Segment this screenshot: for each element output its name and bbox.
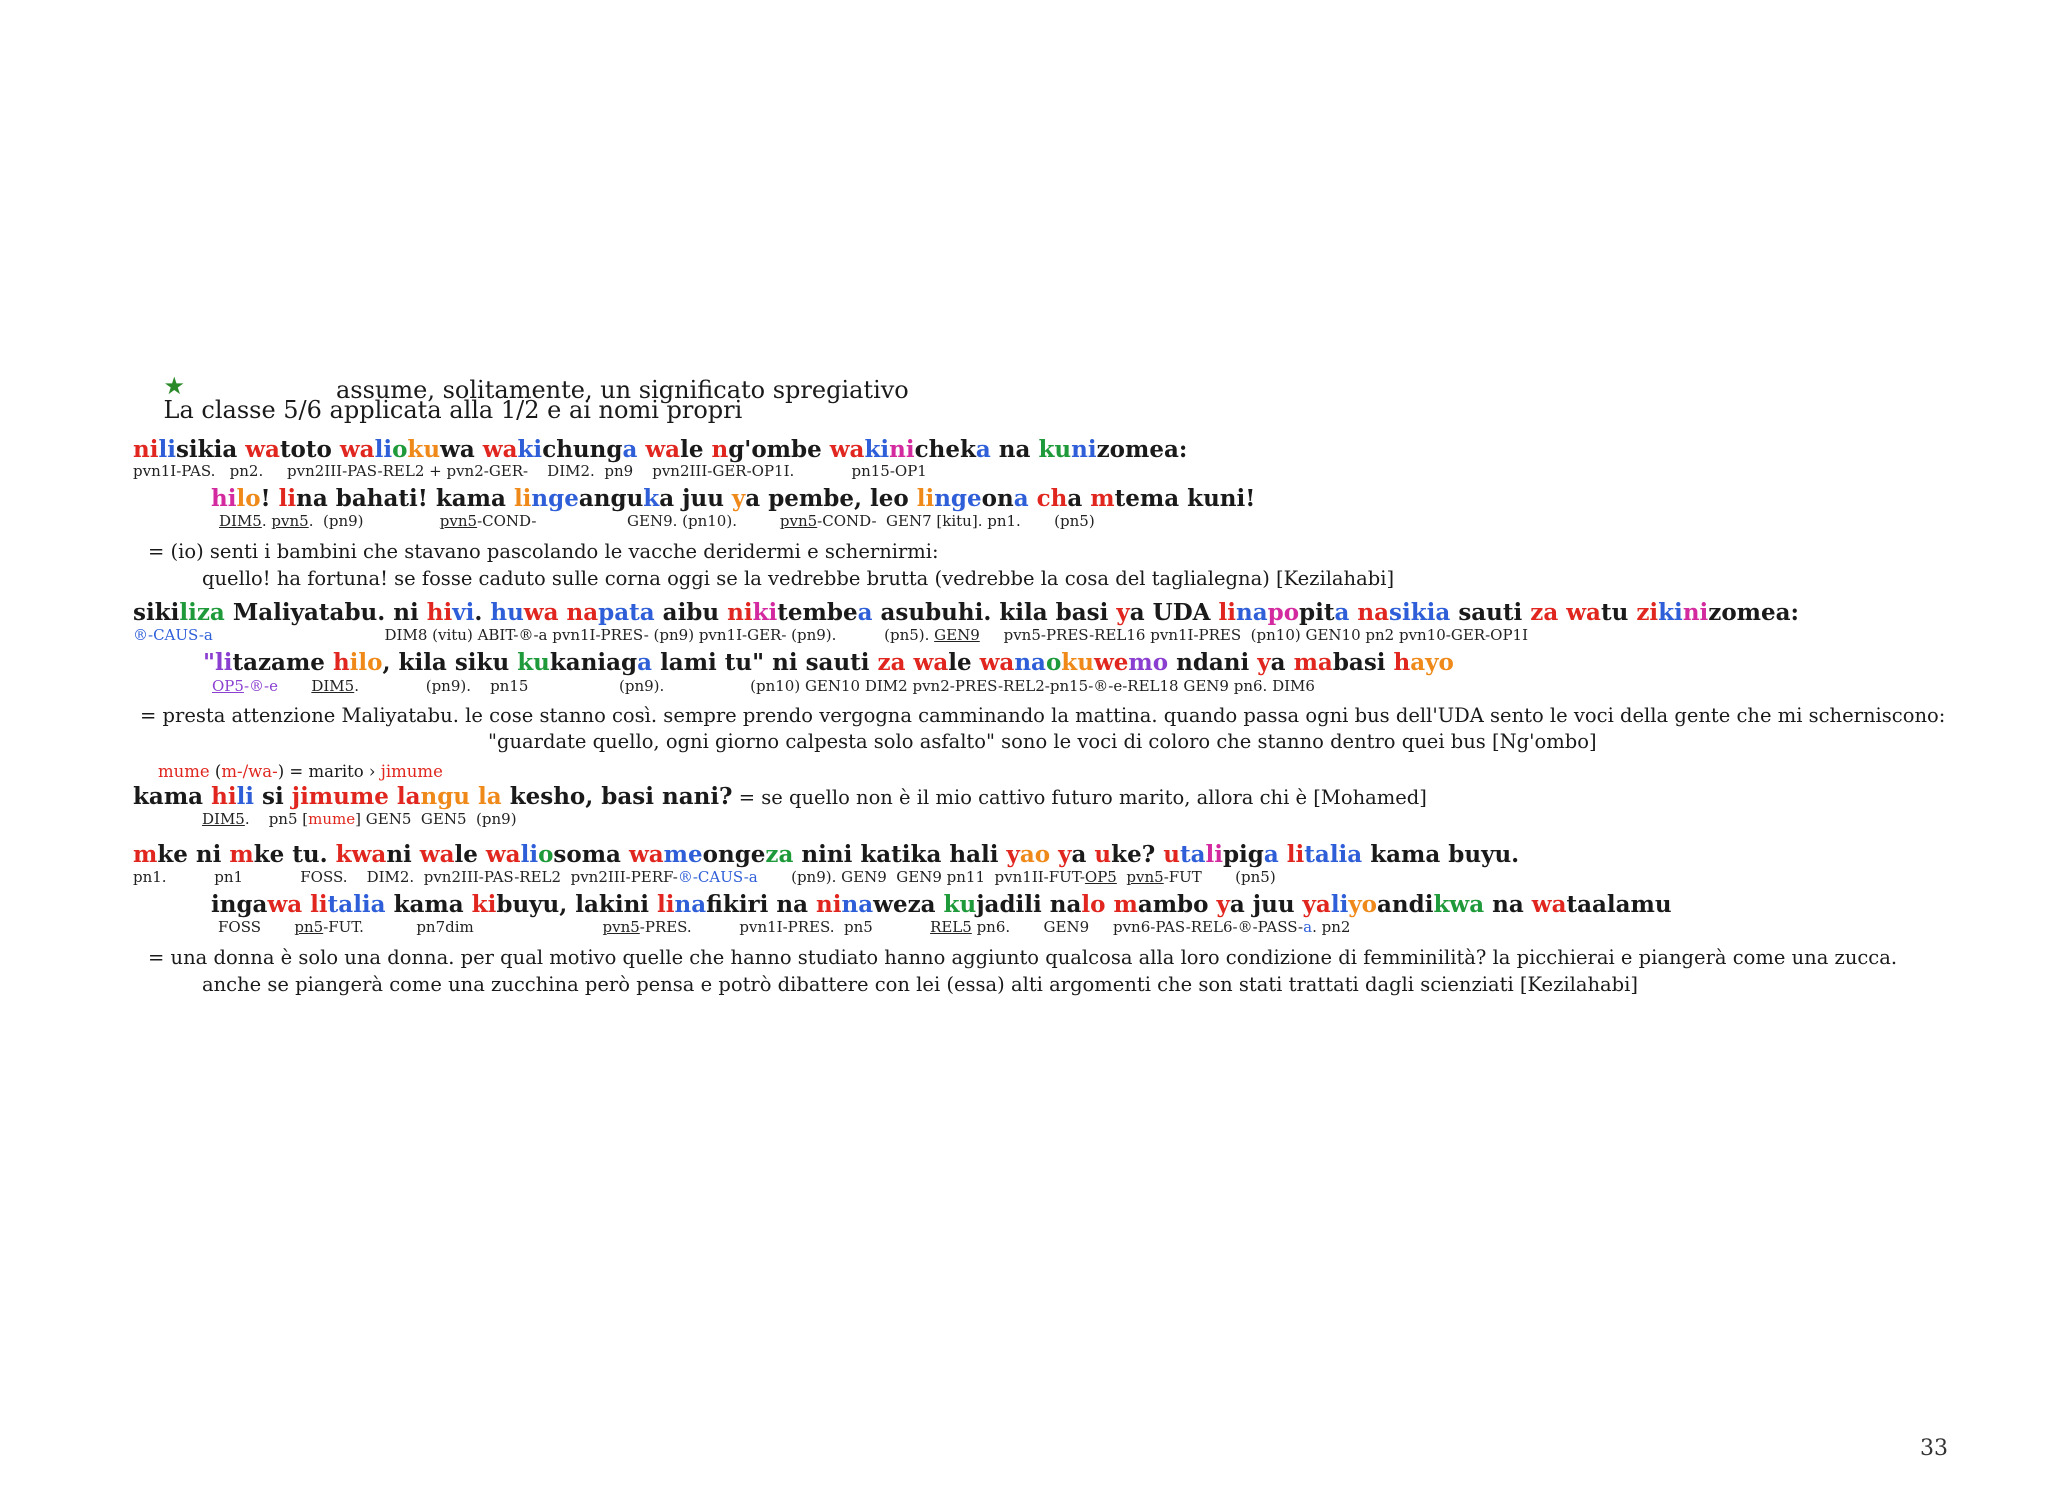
text-segment: kwa xyxy=(335,841,387,868)
text-segment: ki xyxy=(1658,599,1683,626)
text-segment: la xyxy=(478,783,502,810)
text-segment: lami tu" ni sauti xyxy=(652,649,878,676)
text-segment: tazame xyxy=(232,649,333,676)
text-segment: ch xyxy=(1036,485,1068,512)
text-segment: ki xyxy=(471,891,497,918)
text-segment: pn5 xyxy=(294,918,324,936)
text-segment: li xyxy=(1218,599,1236,626)
text-segment: a xyxy=(1303,918,1313,936)
text-segment: wa xyxy=(339,436,375,463)
text-segment: DIM5 xyxy=(202,810,245,828)
text-segment: a xyxy=(1067,485,1091,512)
text-segment: OP5 xyxy=(212,677,244,695)
text-segment: wa xyxy=(267,891,303,918)
text-segment: fikiri na xyxy=(706,891,817,918)
gloss-line xyxy=(202,812,517,827)
text-segment: hi xyxy=(426,599,453,626)
text-segment: hi xyxy=(211,485,237,512)
text-segment: mume xyxy=(158,762,210,781)
text-segment: mo xyxy=(1128,649,1169,676)
text-segment: zomea: xyxy=(1096,436,1188,463)
star-icon: ★ xyxy=(163,372,186,400)
text-segment: ilo xyxy=(349,649,383,676)
gloss-line xyxy=(218,920,1350,935)
text-segment: a xyxy=(1071,841,1095,868)
text-segment: ( xyxy=(209,762,222,781)
text-segment: lo xyxy=(1081,891,1106,918)
text-segment: le xyxy=(454,841,486,868)
text-segment: sauti xyxy=(1450,599,1531,626)
text-segment: ki xyxy=(517,436,543,463)
text-segment: REL5 xyxy=(930,918,972,936)
text-segment: ku xyxy=(407,436,441,463)
text-segment: wa xyxy=(482,436,518,463)
text-segment xyxy=(302,891,310,918)
text-segment: na xyxy=(1014,649,1046,676)
text-segment: me xyxy=(663,841,703,868)
text-segment: ayo xyxy=(1410,649,1454,676)
text-segment: andi xyxy=(1377,891,1434,918)
text-segment: ke ni xyxy=(157,841,230,868)
text-segment: -FUT. pn7dim xyxy=(323,918,603,936)
text-segment: . xyxy=(474,599,491,626)
text-segment: wa xyxy=(829,436,865,463)
text-segment: li xyxy=(513,485,532,512)
text-segment: m xyxy=(229,841,254,868)
text-segment: . xyxy=(261,512,272,530)
text-segment: pvn5 xyxy=(602,918,640,936)
text-segment: pn1. pn1 FOSS. DIM2. pvn2III-PAS-REL2 pvn2III-PERF- xyxy=(133,868,678,886)
text-segment: na xyxy=(1235,599,1268,626)
text-segment: kaniag xyxy=(549,649,638,676)
text-segment: a xyxy=(1270,649,1294,676)
text-segment: kama xyxy=(133,783,212,810)
text-segment: wa xyxy=(645,436,681,463)
gloss-line xyxy=(133,870,1276,885)
text-segment: pvn5 xyxy=(271,512,309,530)
text-segment: pvn5-PRES-REL16 pvn1I-PRES (pn10) GEN10 pn2 pvn10-GER-OP1I xyxy=(979,626,1529,644)
text-segment: na xyxy=(841,891,874,918)
text-segment: ni xyxy=(1071,436,1097,463)
translation-line xyxy=(202,975,1638,995)
text-segment: quello! ha fortuna! se fosse caduto sulle corna oggi se la vedrebbe brutta (vedrebbe la cosa del taglialegna) [Kezilahabi] xyxy=(202,567,1395,590)
text-segment: tu xyxy=(1600,599,1637,626)
text-segment: on xyxy=(981,485,1014,512)
text-segment: . (pn9). pn15 (pn9). (pn10) GEN10 DIM2 pvn2-PRES-REL2-pn15-®-e-REL18 GEN9 pn6. DIM6 xyxy=(354,677,1315,695)
text-segment: -COND- GEN7 [kitu]. pn1. (pn5) xyxy=(817,512,1095,530)
text-segment: wa xyxy=(419,841,455,868)
text-segment: OP5 xyxy=(1084,868,1117,886)
translation-line xyxy=(488,732,1597,752)
text-segment: za xyxy=(765,841,794,868)
text-segment: DIM5 xyxy=(311,677,355,695)
text-segment xyxy=(1029,485,1037,512)
text-segment: li xyxy=(916,485,935,512)
text-segment: Maliyatabu. ni xyxy=(224,599,427,626)
text-segment: zi xyxy=(1636,599,1659,626)
text-segment: ku xyxy=(943,891,977,918)
text-segment: ya xyxy=(1302,891,1331,918)
text-segment: -PRES. pvn1I-PRES. pn5 xyxy=(639,918,931,936)
text-segment: nge xyxy=(934,485,982,512)
text-segment: ni xyxy=(816,891,842,918)
text-segment: y xyxy=(1257,649,1271,676)
text-segment: liza xyxy=(179,599,225,626)
text-segment: a xyxy=(1334,599,1350,626)
text-segment: ku xyxy=(517,649,550,676)
heading-text: La classe 5/6 applicata alla 1/2 e ai nomi propri xyxy=(163,396,743,424)
text-segment: ni xyxy=(727,599,753,626)
text-segment: za xyxy=(877,649,906,676)
text-segment: "li xyxy=(203,649,233,676)
text-segment: le xyxy=(680,436,712,463)
text-segment: tembe xyxy=(777,599,858,626)
text-segment: o xyxy=(538,841,554,868)
text-segment: ni xyxy=(889,436,915,463)
text-segment: pvn5 xyxy=(439,512,478,530)
text-segment: . pn5 [ xyxy=(244,810,309,828)
text-segment: na xyxy=(566,599,599,626)
swahili-line xyxy=(133,843,1519,866)
text-segment: a juu xyxy=(1229,891,1303,918)
text-segment: u xyxy=(1094,841,1112,868)
text-segment: a xyxy=(1263,841,1279,868)
text-segment: jadili na xyxy=(976,891,1082,918)
text-segment: pit xyxy=(1299,599,1335,626)
text-segment xyxy=(1117,868,1127,886)
text-segment: inga xyxy=(211,891,268,918)
text-segment: ni xyxy=(386,841,420,868)
text-segment: ta xyxy=(327,891,354,918)
text-segment: mume xyxy=(308,810,356,828)
text-segment: pata xyxy=(598,599,655,626)
text-segment: -®-e xyxy=(243,677,278,695)
text-segment: y xyxy=(1058,841,1072,868)
text-segment: wa xyxy=(979,649,1015,676)
text-segment: a juu xyxy=(659,485,732,512)
page-number: 33 xyxy=(1920,1436,1948,1461)
swahili-line xyxy=(133,601,1799,624)
text-segment: li xyxy=(236,783,255,810)
text-segment: wa xyxy=(440,436,483,463)
text-segment: ni xyxy=(1682,599,1709,626)
text-segment: za xyxy=(1530,599,1559,626)
text-segment: nge xyxy=(531,485,579,512)
text-segment: y xyxy=(1216,891,1230,918)
text-segment: = una donna è solo una donna. per qual motivo quelle che hanno studiato hanno aggiunto qualcosa alla loro condizione di femminilità? la picchierai e piangerà come una zucca. xyxy=(148,946,1898,969)
text-segment: n xyxy=(711,436,729,463)
text-segment: o xyxy=(1045,649,1062,676)
text-segment: a xyxy=(622,436,638,463)
gloss-line xyxy=(133,464,927,479)
text-segment: pvn1I-PAS. pn2. pvn2III-PAS-REL2 + pvn2-GER- DIM2. pn9 pvn2III-GER-OP1I. pn15-OP1 xyxy=(133,462,927,480)
text-segment: ambo xyxy=(1137,891,1217,918)
gloss-line xyxy=(219,514,1095,529)
text-segment: y xyxy=(1006,841,1020,868)
text-segment: ®-CAUS-a xyxy=(133,626,213,644)
text-segment: pvn5 xyxy=(1126,868,1164,886)
text-segment: m xyxy=(133,841,158,868)
gloss-line xyxy=(212,679,1315,694)
text-segment: le xyxy=(948,649,980,676)
text-segment: li xyxy=(520,841,539,868)
text-segment: ta xyxy=(1304,841,1330,868)
text-segment: siki xyxy=(133,599,180,626)
text-segment: a xyxy=(1013,485,1029,512)
text-segment: o xyxy=(392,436,408,463)
text-segment: anche se piangerà come una zucchina però pensa e potrò dibattere con lei (essa) alti argomenti che son stati trattati dagli scienziati [Kezilahabi] xyxy=(202,973,1638,996)
swahili-line xyxy=(211,893,1672,916)
text-segment xyxy=(278,677,311,695)
text-segment: u xyxy=(1163,841,1180,868)
text-segment: ta xyxy=(1179,841,1206,868)
text-segment: yo xyxy=(1348,891,1378,918)
text-segment: ku xyxy=(1038,436,1072,463)
text-segment: weza xyxy=(873,891,944,918)
text-segment: chek xyxy=(914,436,976,463)
text-segment: ku xyxy=(1061,649,1094,676)
text-segment xyxy=(1050,841,1058,868)
text-segment: ! xyxy=(260,485,279,512)
text-segment: lo xyxy=(236,485,261,512)
text-segment: asubuhi. kila basi xyxy=(872,599,1117,626)
text-segment: wa xyxy=(1531,891,1567,918)
text-segment: li xyxy=(310,891,328,918)
text-segment: = (io) senti i bambini che stavano pascolando le vacche deridermi e schernirmi: xyxy=(148,540,939,563)
text-segment: na bahati! kama xyxy=(296,485,514,512)
text-segment: a UDA xyxy=(1129,599,1219,626)
text-segment: na xyxy=(1357,599,1390,626)
text-segment: aibu xyxy=(654,599,728,626)
translation-line xyxy=(148,542,939,562)
text-segment: sikia xyxy=(1389,599,1451,626)
text-segment: y xyxy=(731,485,746,512)
text-segment: wa xyxy=(245,436,280,463)
text-segment: li xyxy=(1205,841,1223,868)
text-segment: a xyxy=(975,436,991,463)
text-segment: a xyxy=(857,599,873,626)
text-segment: we xyxy=(1093,649,1129,676)
text-segment: li xyxy=(1286,841,1305,868)
text-segment: k xyxy=(643,485,660,512)
text-segment: g'ombe xyxy=(728,436,830,463)
text-segment: angu xyxy=(578,485,644,512)
text-segment: po xyxy=(1267,599,1300,626)
text-segment: . (pn9) xyxy=(308,512,440,530)
text-segment: nini katika hali xyxy=(793,841,1007,868)
text-segment: FOSS xyxy=(218,918,295,936)
swahili-line xyxy=(133,438,1187,461)
text-segment: wa xyxy=(1566,599,1601,626)
text-segment: m xyxy=(1113,891,1138,918)
text-segment: pn6. GEN9 pvn6-PAS-REL6-®-PASS- xyxy=(971,918,1304,936)
text-segment: na xyxy=(674,891,707,918)
text-segment: GEN9 xyxy=(934,626,980,644)
text-segment: sikia xyxy=(175,436,246,463)
text-segment: soma xyxy=(553,841,629,868)
text-segment: DIM5 xyxy=(219,512,262,530)
text-segment: lia xyxy=(1329,841,1363,868)
text-segment: h xyxy=(1393,649,1411,676)
text-segment: zomea: xyxy=(1708,599,1800,626)
text-segment: onge xyxy=(702,841,766,868)
translation-line xyxy=(140,706,1945,726)
text-segment: ) = marito › xyxy=(277,762,381,781)
text-segment: m xyxy=(1090,485,1115,512)
text-segment: li xyxy=(1330,891,1349,918)
text-segment: toto xyxy=(279,436,340,463)
text-segment: chung xyxy=(542,436,623,463)
text-segment: ] GEN5 GEN5 (pn9) xyxy=(355,810,517,828)
text-segment: tema kuni! xyxy=(1114,485,1256,512)
text-segment: "guardate quello, ogni giorno calpesta solo asfalto" sono le voci di coloro che stanno dentro quei bus [Ng'ombo] xyxy=(488,730,1597,753)
text-segment xyxy=(559,599,567,626)
note-line xyxy=(158,764,443,781)
text-segment: na xyxy=(1484,891,1532,918)
text-segment: -COND- GEN9. (pn10). xyxy=(477,512,780,530)
text-segment: buyu, lakini xyxy=(496,891,658,918)
text-segment: si xyxy=(254,783,292,810)
text-segment: . pn2 xyxy=(1312,918,1351,936)
text-segment: taalamu xyxy=(1566,891,1672,918)
text-segment: jimume xyxy=(291,783,389,810)
text-segment: ma xyxy=(1293,649,1333,676)
text-segment: ngu xyxy=(420,783,471,810)
text-segment: ki xyxy=(752,599,778,626)
text-segment: na xyxy=(990,436,1039,463)
text-segment: m-/wa- xyxy=(221,762,278,781)
text-segment: hi xyxy=(211,783,237,810)
text-segment: kama xyxy=(385,891,472,918)
text-segment: ke? xyxy=(1111,841,1164,868)
translation-line xyxy=(148,948,1897,968)
text-segment: la xyxy=(396,783,421,810)
text-segment: hu xyxy=(490,599,524,626)
text-segment: , kila siku xyxy=(382,649,518,676)
text-segment: wa xyxy=(523,599,559,626)
text-segment: (pn9). GEN9 GEN9 pn11 pvn1II-FUT- xyxy=(757,868,1085,886)
text-segment: h xyxy=(332,649,350,676)
swahili-line xyxy=(203,651,1454,674)
text-segment: pvn5 xyxy=(779,512,818,530)
text-segment: li xyxy=(158,436,176,463)
text-segment: ki xyxy=(864,436,890,463)
text-segment: kwa xyxy=(1433,891,1485,918)
text-segment: basi xyxy=(1332,649,1394,676)
text-segment: y xyxy=(1116,599,1130,626)
text-segment: -FUT (pn5) xyxy=(1163,868,1276,886)
text-segment: DIM8 (vitu) ABIT-®-a pvn1I-PRES- (pn9) pvn1I-GER- (pn9). (pn5). xyxy=(212,626,935,644)
text-segment: wa xyxy=(485,841,521,868)
gloss-line xyxy=(133,628,1528,643)
text-segment: kama buyu. xyxy=(1362,841,1520,868)
text-segment: jimume xyxy=(380,762,443,781)
text-segment: wa xyxy=(913,649,949,676)
text-segment: ®-CAUS-a xyxy=(677,868,758,886)
text-segment: ni xyxy=(133,436,159,463)
text-segment: li xyxy=(374,436,393,463)
text-segment: wa xyxy=(628,841,664,868)
text-segment: kesho, basi nani? xyxy=(501,783,733,810)
text-segment: vi xyxy=(452,599,475,626)
text-segment: li xyxy=(278,485,297,512)
text-segment xyxy=(1279,841,1287,868)
text-segment: lia xyxy=(353,891,386,918)
text-segment: ke tu. xyxy=(253,841,336,868)
text-segment xyxy=(389,783,397,810)
text-segment: a xyxy=(637,649,653,676)
text-segment: = presta attenzione Maliyatabu. le cose stanno così. sempre prendo vergogna camminando la mattina. quando passa ogni bus dell'UDA sento le voci della gente che mi scherniscono: xyxy=(140,704,1946,727)
swahili-line xyxy=(133,785,1427,808)
text-segment: a pembe, leo xyxy=(745,485,917,512)
text-segment: li xyxy=(657,891,675,918)
text-segment: ndani xyxy=(1168,649,1258,676)
heading-line-2: assume, solitamente, un significato spregiativo xyxy=(336,376,909,404)
text-segment: pig xyxy=(1222,841,1264,868)
translation-line xyxy=(202,569,1394,589)
text-segment xyxy=(906,649,914,676)
text-segment: = se quello non è il mio cattivo futuro marito, allora chi è [Mohamed] xyxy=(732,786,1427,809)
text-segment: ao xyxy=(1019,841,1051,868)
swahili-line xyxy=(211,487,1255,510)
text-segment xyxy=(470,783,478,810)
